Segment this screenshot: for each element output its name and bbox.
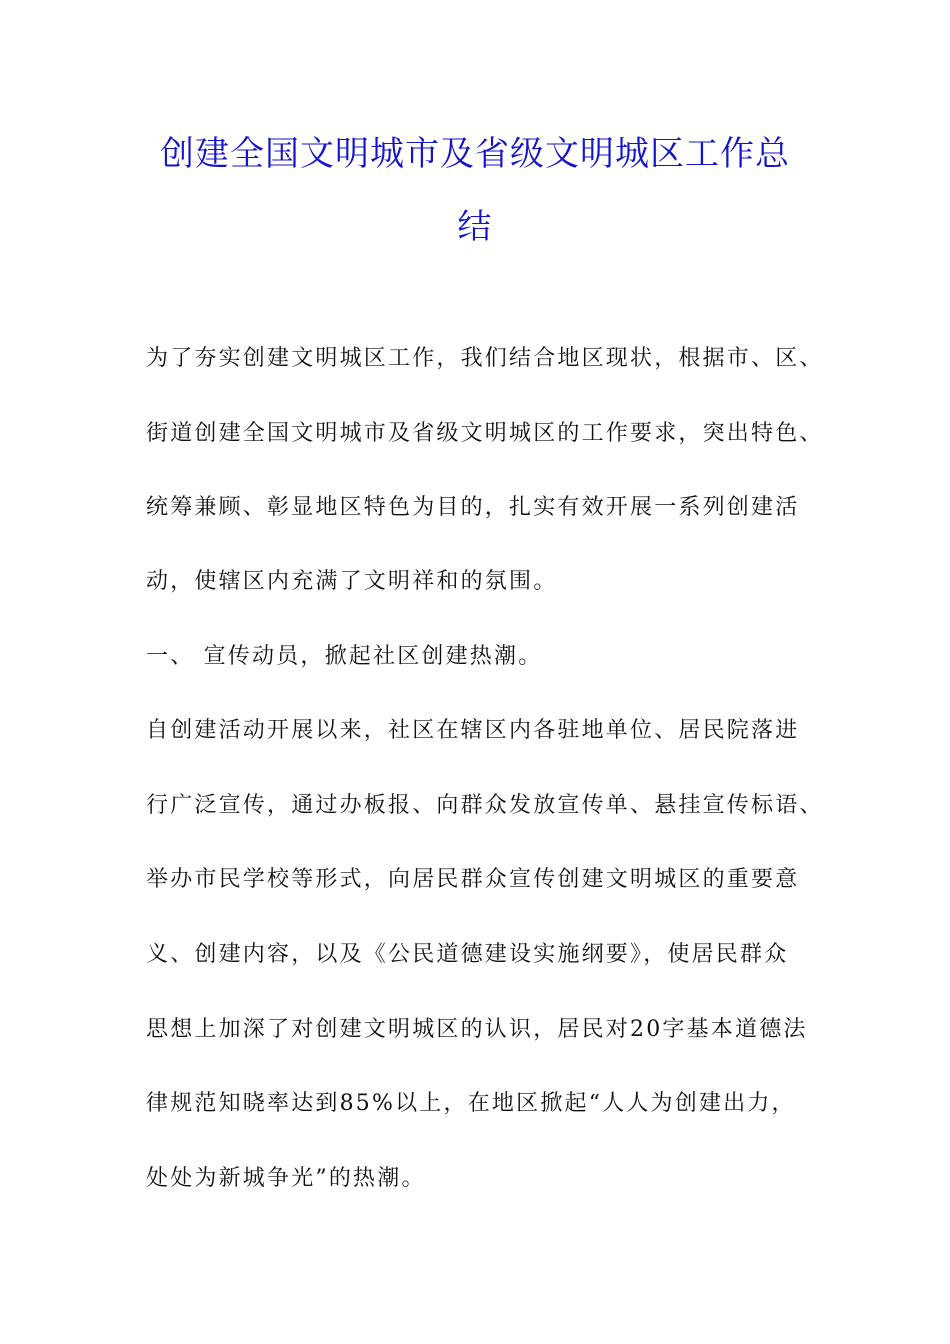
- body-line: 义、创建内容，以及《公民道德建设实施纲要》，使居民群众: [146, 942, 789, 967]
- body-line: 统筹兼顾、彰显地区特色为目的，扎实有效开展一系列创建活: [146, 495, 800, 520]
- body-line: 为了夯实创建文明城区工作，我们结合地区现状，根据市、区、: [146, 346, 824, 371]
- body-line: 律规范知晓率达到85%以上，在地区掀起“人人为创建出力，: [146, 1091, 796, 1116]
- body-line: 行广泛宣传，通过办板报、向群众发放宣传单、悬挂宣传标语、: [146, 793, 824, 818]
- document-title-line-2: 结: [457, 207, 493, 247]
- body-line: 处处为新城争光”的热潮。: [146, 1166, 426, 1191]
- body-line: 思想上加深了对创建文明城区的认识，居民对20字基本道德法: [146, 1017, 808, 1042]
- body-line: 动，使辖区内充满了文明祥和的氛围。: [146, 569, 558, 594]
- body-line: 举办市民学校等形式，向居民群众宣传创建文明城区的重要意: [146, 867, 800, 892]
- document-title-line-1: 创建全国文明城市及省级文明城区工作总: [160, 134, 790, 174]
- section-heading: 一、 宣传动员，掀起社区创建热潮。: [146, 644, 543, 669]
- body-line: 自创建活动开展以来，社区在辖区内各驻地单位、居民院落进: [146, 718, 800, 743]
- body-line: 街道创建全国文明城市及省级文明城区的工作要求，突出特色、: [146, 421, 824, 446]
